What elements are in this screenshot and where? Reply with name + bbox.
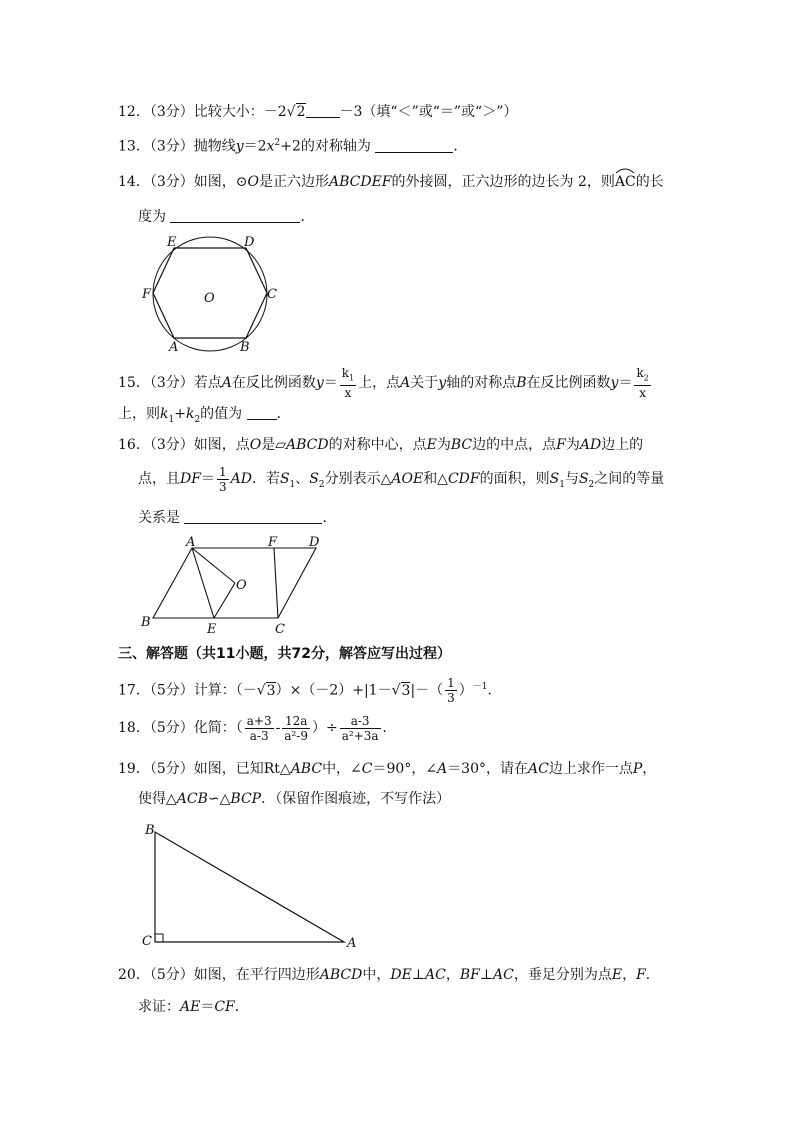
label-C: C <box>267 287 277 302</box>
fraction-k2-over-x: $\frac{k_2}{x}$ <box>636 366 649 401</box>
question-20-line2: 求证：AE＝CF． <box>138 999 249 1015</box>
answer-blank[interactable] <box>375 138 453 153</box>
question-14-line2: 度为 ． <box>138 209 315 225</box>
segment-OE <box>214 583 235 618</box>
label-F: F <box>142 287 152 302</box>
right-angle-mark <box>155 934 163 942</box>
label-C: C <box>142 934 152 949</box>
label-D: D <box>244 235 255 250</box>
answer-blank[interactable] <box>247 405 277 420</box>
label-B: B <box>240 340 250 355</box>
segment-FC <box>274 548 278 618</box>
label-E: E <box>207 622 217 637</box>
question-19: 19．（5分）如图，已知Rt△ABC中，∠C＝90°，∠A＝30°，请在AC边上求作一点P， <box>118 761 657 777</box>
triangle-ABC <box>155 832 344 942</box>
label-B: B <box>145 823 155 838</box>
question-12: 12．（3分）比较大小：－2√2 －3（填“＜”或“＝”或“＞”） <box>118 104 518 120</box>
question-16: 16．（3分）如图，点O是▱ABCD的对称中心，点E为BC边的中点，点F为AD边上的 <box>118 437 644 453</box>
label-O: O <box>204 291 215 306</box>
question-16-line3: 关系是 ． <box>138 510 337 526</box>
hexagon-circle-figure <box>138 228 288 358</box>
label-A: A <box>169 340 179 355</box>
fraction-divisor: $\frac{a-3}{\text{a²+3a}}$ <box>341 713 379 743</box>
question-17: 17．（5分）计算：（－√3）×（－2）+|1－√3|－（ $\frac{1}{3}$ ）$^{-1}$． <box>118 676 502 706</box>
answer-blank[interactable] <box>170 208 300 223</box>
question-19-line2: 使得△ACB∽△BCP．（保留作图痕迹，不写作法） <box>138 791 451 807</box>
segment-AO <box>192 548 235 583</box>
question-14: 14．（3分）如图，⊙O是正六边形ABCDEF的外接圆，正六边形的边长为 2，则 AC的长 <box>118 173 664 191</box>
fraction-one-third: $\frac{1}{3}$ <box>447 676 455 706</box>
label-D: D <box>309 535 320 550</box>
question-13: 13．（3分）抛物线$y=2x^2+2$的对称轴为 ． <box>118 138 468 155</box>
segment-AE <box>192 548 214 618</box>
fraction-k1-over-x: $\frac{k_1}{x}$ <box>341 366 355 401</box>
question-15: 15．（3分）若点A在反比例函数y＝ $\frac{k_1}{x}$ 上，点A关于y轴的对称点B在反比例函数y＝ $\frac{k_2}{x}$ <box>118 366 649 401</box>
label-A: A <box>186 535 196 550</box>
label-A: A <box>347 936 357 951</box>
answer-blank[interactable] <box>184 509 322 524</box>
fraction-12a: $\frac{12a}{\text{a²-9}}$ <box>284 713 308 743</box>
question-18: 18．（5分）化简：（ $\frac{a+3}{a-3}$ - $\frac{12a}{\text{a²-9}}$ ）÷ $\frac{a-3}{\text{a²+3a}}$ ． <box>118 713 397 743</box>
fraction-one-third: $\frac{1}{3}$ <box>218 464 227 494</box>
label-C: C <box>275 622 285 637</box>
question-20: 20．（5分）如图，在平行四边形ABCD中，DE⊥AC，BF⊥AC，垂足分别为点E，F． <box>118 967 660 983</box>
fraction-a-plus-3-over-a-minus-3: $\frac{a+3}{a-3}$ <box>246 713 272 743</box>
parallelogram-figure <box>138 534 328 638</box>
arc-notation: AC <box>615 173 636 191</box>
label-O: O <box>236 578 247 593</box>
label-F: F <box>268 535 278 550</box>
label-B: B <box>141 615 151 630</box>
arc-mark-icon <box>615 167 635 174</box>
right-triangle-figure <box>138 818 368 956</box>
question-15-line2: 上，则$k_1+k_2$的值为 ． <box>118 406 291 425</box>
question-16-line2: 点，且DF＝ $\frac{1}{3}$ AD．若$S_1$、$S_2$分别表示△AOE和△CDF的面积，则$S_1$与$S_2$之间的等量 <box>138 464 665 494</box>
label-E: E <box>167 235 177 250</box>
section-heading: 三、解答题（共11小题，共72分，解答应写出过程） <box>118 646 451 662</box>
answer-blank[interactable] <box>306 103 340 118</box>
